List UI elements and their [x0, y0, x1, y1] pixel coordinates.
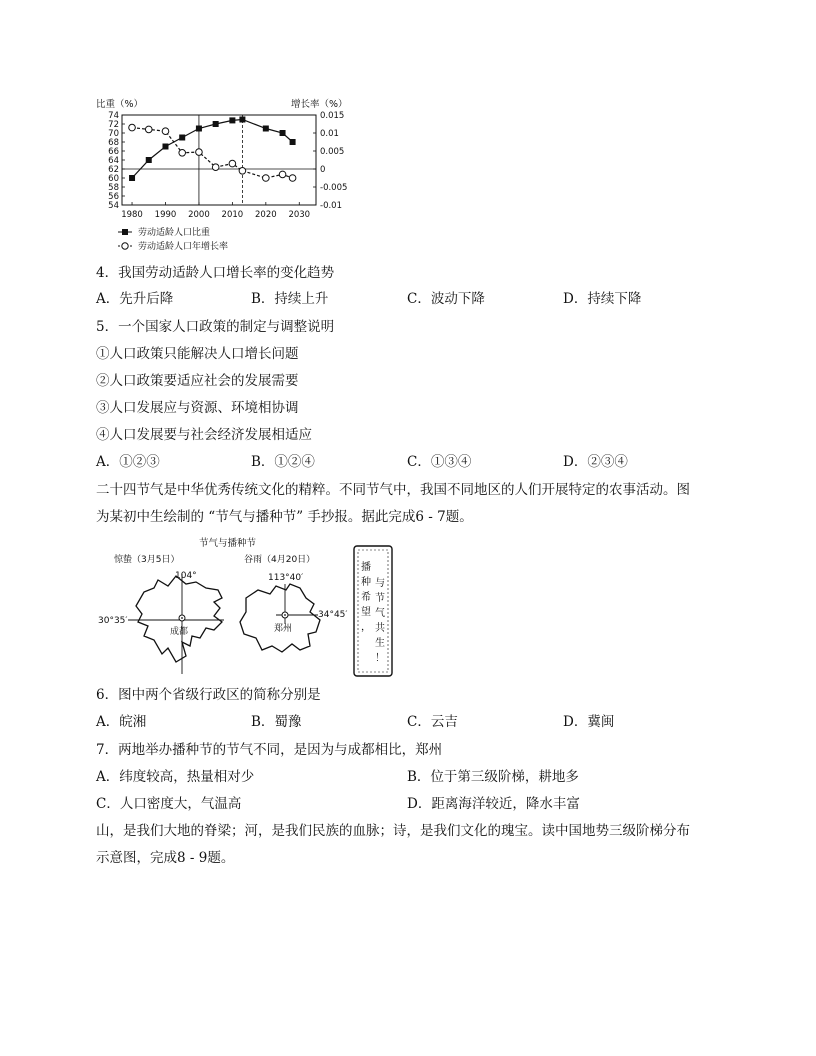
poster-title: 节气与播种节 [199, 538, 257, 549]
scroll-char-col2: 共 [375, 623, 385, 634]
data-point-square [229, 117, 235, 123]
scroll-char-col2: 与 [375, 578, 385, 589]
data-point-circle [289, 175, 296, 182]
q6-stem: 6．图中两个省级行政区的简称分别是 [96, 687, 321, 703]
data-point-circle [239, 168, 246, 175]
data-point-circle [179, 150, 186, 157]
left-tick-label: 58 [108, 183, 119, 193]
data-point-circle [279, 171, 286, 178]
x-tick-label: 2010 [221, 210, 244, 220]
scroll-char-col2: 生 [375, 638, 385, 649]
scroll-char-col1: ， [361, 622, 371, 633]
scroll-char-col2: 气 [375, 608, 385, 619]
left-longitude: 104° [175, 571, 197, 581]
labor-population-chart [96, 95, 366, 257]
data-point-square [290, 139, 296, 145]
data-point-circle [162, 128, 169, 135]
data-point-square [239, 117, 245, 123]
q7-option-b[interactable]: B．位于第三级阶梯，耕地多 [407, 769, 579, 785]
right-term-label: 谷雨（4月20日） [244, 555, 316, 565]
data-point-circle [212, 164, 219, 171]
data-point-square [263, 126, 269, 132]
q5-item-2: ②人口政策要适应社会的发展需要 [96, 373, 299, 389]
q7-option-c[interactable]: C．人口密度大，气温高 [96, 796, 242, 812]
intro-6-7-line-1: 二十四节气是中华优秀传统文化的精粹。不同节气中，我国不同地区的人们开展特定的农事活动。图 [96, 482, 690, 498]
x-tick-label: 2020 [255, 210, 277, 220]
left-term-label: 惊蛰（3月5日） [114, 555, 180, 565]
left-latitude: 30°35′ [98, 616, 128, 626]
x-tick-label: 1990 [154, 210, 177, 220]
legend-series-1: 劳动适龄人口比重 [138, 228, 211, 238]
slogan-scroll [354, 546, 392, 676]
q6-option-c[interactable]: C．云吉 [407, 714, 458, 730]
left-axis-label: 比重（%） [96, 99, 144, 110]
data-point-square [196, 126, 202, 132]
q4-option-c[interactable]: C．波动下降 [407, 291, 485, 307]
right-tick-label: -0.005 [320, 183, 348, 193]
right-tick-label: 0 [320, 165, 326, 175]
q5-option-a[interactable]: A．①②③ [96, 454, 160, 470]
q4-option-a[interactable]: A．先升后降 [96, 291, 174, 307]
chengdu-label: 成都 [170, 627, 189, 637]
solar-term-poster [96, 536, 396, 678]
right-tick-label: 0.005 [320, 147, 345, 157]
q5-item-3: ③人口发展应与资源、环境相协调 [96, 400, 299, 416]
scroll-char-col1: 望 [361, 607, 371, 618]
q5-option-b[interactable]: B．①②④ [251, 454, 315, 470]
scroll-char-col1: 播 [361, 562, 371, 573]
left-tick-label: 62 [108, 165, 119, 175]
scroll-char-col1: 种 [361, 577, 371, 588]
q4-option-d[interactable]: D．持续下降 [563, 291, 642, 307]
data-point-square [129, 175, 135, 181]
scroll-char-col2: ！ [375, 653, 385, 664]
left-tick-label: 60 [108, 174, 119, 184]
left-tick-label: 74 [108, 111, 119, 121]
legend-square-marker [122, 229, 128, 235]
x-tick-label: 2030 [288, 210, 311, 220]
left-tick-label: 54 [108, 201, 119, 211]
left-tick-label: 68 [108, 138, 119, 148]
q7-stem: 7．两地举办播种节的节气不同，是因为与成都相比，郑州 [96, 742, 443, 758]
q6-option-b[interactable]: B．蜀豫 [251, 714, 302, 730]
q5-option-c[interactable]: C．①③④ [407, 454, 472, 470]
data-point-square [179, 135, 185, 141]
right-latitude: 34°45′ [318, 610, 348, 620]
scroll-char-col1: 希 [361, 592, 371, 603]
right-tick-label: 0.01 [320, 129, 339, 139]
q7-option-d[interactable]: D．距离海洋较近，降水丰富 [407, 796, 580, 812]
data-point-square [146, 157, 152, 163]
q6-option-d[interactable]: D．冀闽 [563, 714, 615, 730]
q6-option-a[interactable]: A．皖湘 [96, 714, 147, 730]
right-tick-label: 0.015 [320, 111, 345, 121]
data-point-square [162, 144, 168, 150]
legend-series-2: 劳动适龄人口年增长率 [138, 242, 229, 252]
left-tick-label: 70 [108, 129, 119, 139]
data-point-square [280, 130, 286, 136]
left-tick-label: 72 [108, 120, 119, 130]
scroll-char-col2: 节 [375, 593, 385, 604]
henan-map-outline [240, 584, 320, 652]
data-point-circle [229, 160, 236, 167]
x-tick-label: 2000 [188, 210, 210, 220]
right-tick-label: -0.01 [320, 201, 342, 211]
zhengzhou-label: 郑州 [274, 624, 293, 634]
data-point-square [213, 121, 219, 127]
intro-8-9-line-1: 山，是我们大地的脊梁；河，是我们民族的血脉；诗，是我们文化的瑰宝。读中国地势三级阶梯分布 [96, 823, 690, 839]
data-point-circle [129, 124, 136, 131]
intro-6-7-line-2: 为某初中生绘制的 “节气与播种节” 手抄报。据此完成6 - 7题。 [96, 509, 473, 525]
x-tick-label: 1980 [121, 210, 143, 220]
left-tick-label: 64 [108, 156, 119, 166]
data-point-circle [263, 175, 270, 182]
right-axis-label: 增长率（%） [291, 99, 348, 110]
data-point-circle [196, 149, 203, 156]
right-longitude: 113°40′ [268, 573, 304, 583]
q4-option-b[interactable]: B．持续上升 [251, 291, 329, 307]
series-line-2 [132, 128, 293, 178]
q7-option-a[interactable]: A．纬度较高，热量相对少 [96, 769, 255, 785]
left-tick-label: 56 [108, 192, 119, 202]
left-tick-label: 66 [108, 147, 119, 157]
intro-8-9-line-2: 示意图，完成8 - 9题。 [96, 850, 235, 866]
q5-item-4: ④人口发展要与社会经济发展相适应 [96, 427, 312, 443]
data-point-circle [145, 126, 152, 133]
q4-stem: 4．我国劳动适龄人口增长率的变化趋势 [96, 265, 335, 281]
q5-stem: 5．一个国家人口政策的制定与调整说明 [96, 319, 335, 335]
legend-circle-marker [122, 243, 128, 249]
q5-option-d[interactable]: D．②③④ [563, 454, 628, 470]
q5-item-1: ①人口政策只能解决人口增长问题 [96, 346, 299, 362]
